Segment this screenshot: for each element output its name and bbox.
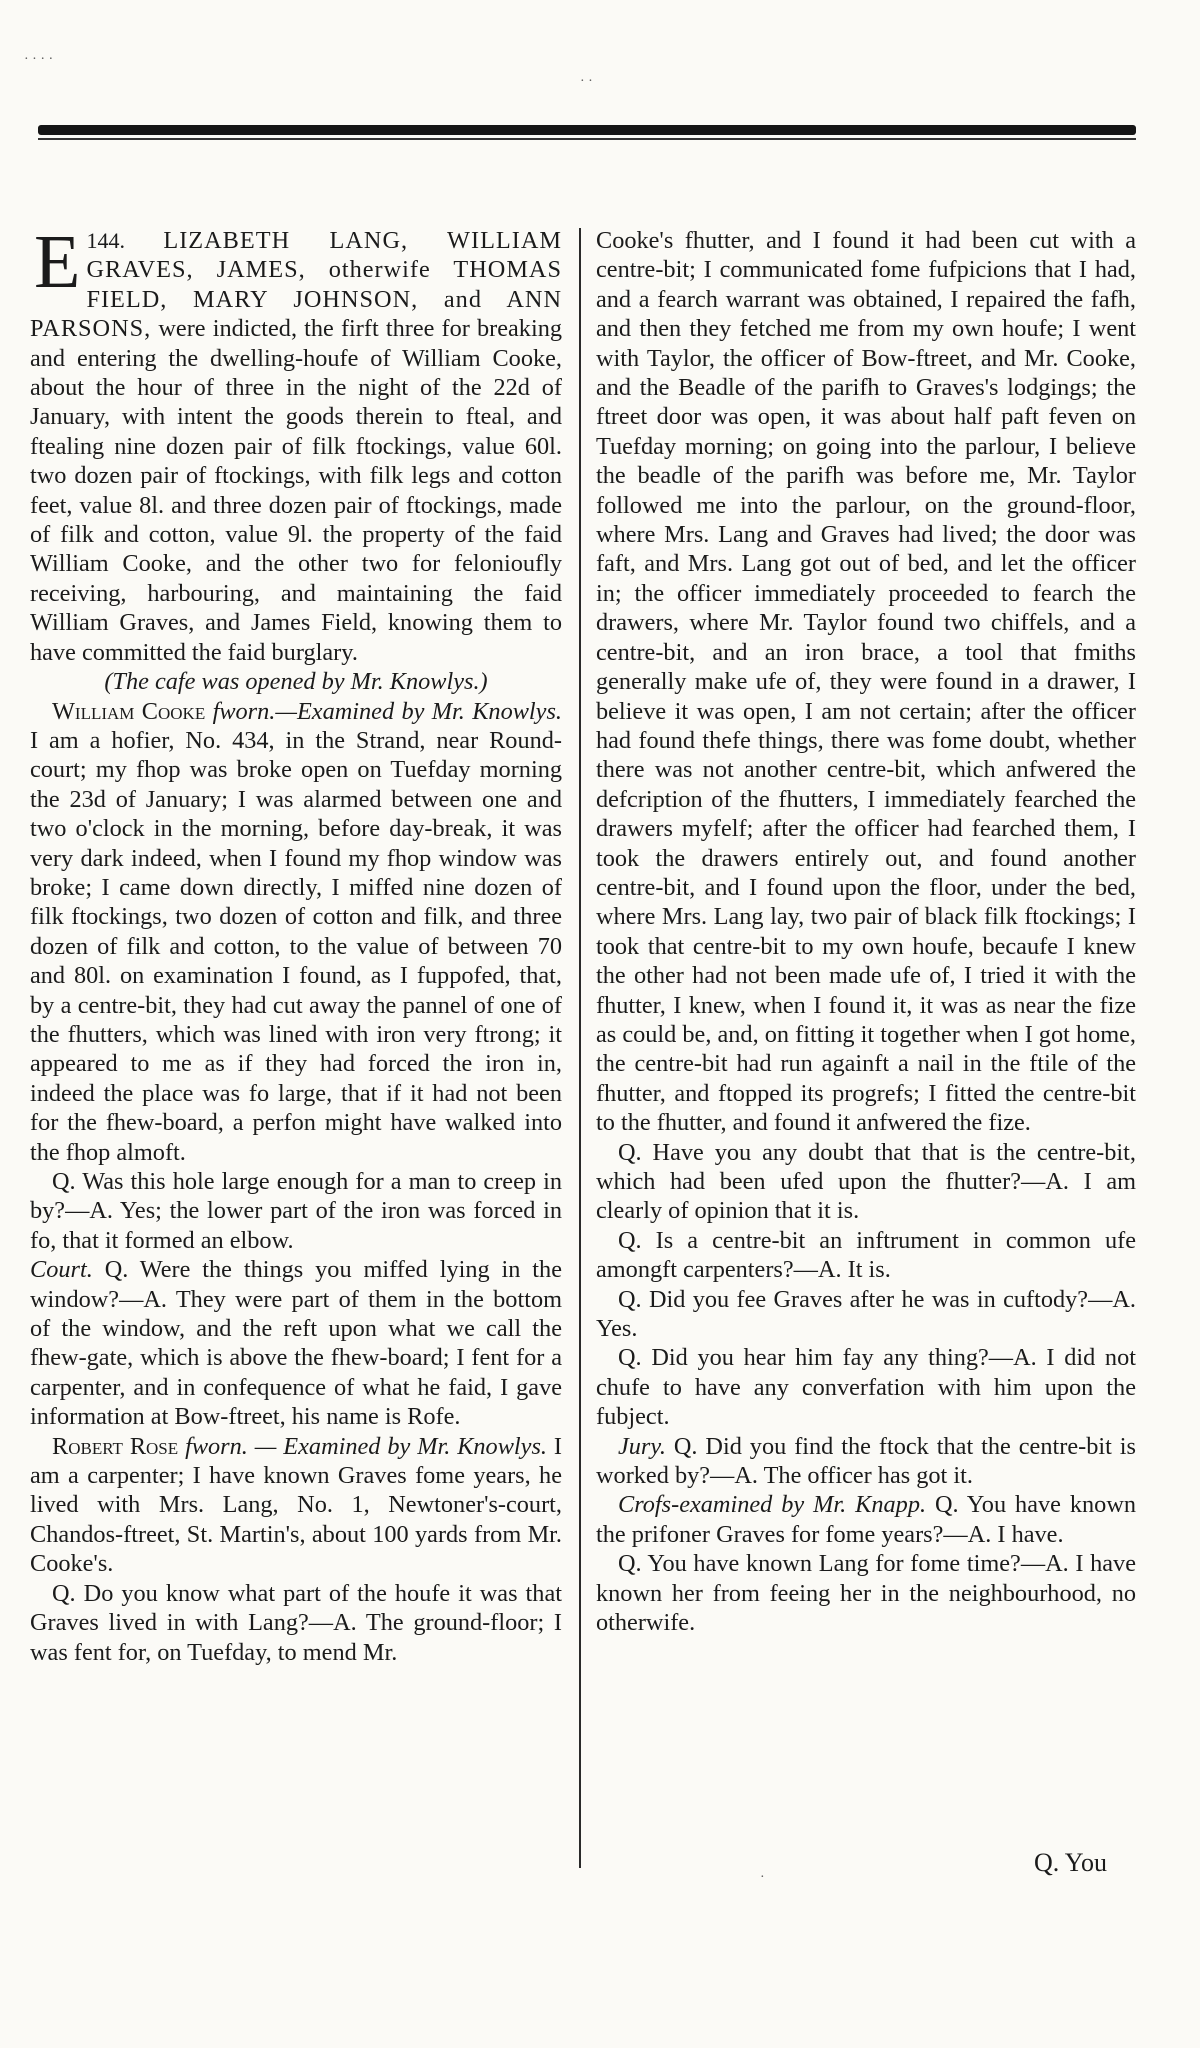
header-rule-thin (38, 138, 1136, 140)
left-column (30, 220, 563, 1667)
question-answer: Q. Did you find the ftock that the centre-bit is worked by?—A. The officer has got it. (596, 1432, 1136, 1490)
scan-speck: · · · · (24, 52, 54, 67)
court-question (30, 1255, 562, 1431)
question-answer: Q. Have you any doubt that that is the centre-bit, which had been ufed upon the fhutter?—A. I am clearly of opinion that it is. (596, 1138, 1136, 1225)
scan-speck: · (760, 1870, 765, 1885)
question-answer: Q. You have known the prifoner Graves for fome years?—A. I have. (596, 1491, 1137, 1548)
witness-name: William Cooke (52, 697, 206, 725)
question-answer: Q. Do you know what part of the houfe it was that Graves lived in with Lang?—A. The ground-floor; I was fent for, on Tuefday, to mend Mr. (30, 1579, 562, 1666)
right-column (596, 226, 1136, 1638)
testimony-text: I am a carpenter; I have known Graves fome years, he lived with Mrs. Lang, No. 1, Newtoner's-court, Chandos-ftreet, St. Martin's, about 100 yards from Mr. Cooke's. (30, 1432, 562, 1578)
sworn-note: fworn. — Examined by Mr. Knowlys. (185, 1432, 547, 1460)
drop-capital: E (34, 220, 81, 304)
question-answer: Q. Did you hear him fay any thing?—A. I did not chufe to have any converfation with him upon the fubject. (596, 1344, 1136, 1431)
catchword: Q. You (1034, 1848, 1107, 1877)
case-opened: (The cafe was opened by Mr. Knowlys.) (104, 668, 488, 696)
sworn-note: fworn.—Examined by Mr. Knowlys. (212, 697, 562, 725)
cross-label: Crofs-examined by Mr. Knapp. (618, 1491, 927, 1519)
court-label: Court. (30, 1256, 93, 1284)
question-answer: Q. Were the things you miffed lying in the window?—A. They were part of them in the bottom of the window, and the reft upon what we call the fhew-gate, which is above the fhew-board; I fent for a carpenter, and in confequence of what he faid, I gave information at Bow-ftreet, his name is Rofe. (30, 1256, 562, 1431)
testimony-text: I am a hofier, No. 434, in the Strand, near Round-court; my fhop was broke open on Tuefday morning the 23d of January; I was alarmed between one and two o'clock in the morning, before day-break, it was very dark indeed, when I found my fhop window was broke; I came down directly, I miffed nine dozen of filk ftockings, two dozen of cotton and filk, and three dozen of filk and cotton, to the value of between 70 and 80l. on examination I found, as I fuppofed, that, by a centre-bit, they had cut away the pannel of one of the fhutters, which was lined with iron very ftrong; it appeared to me as if they had forced the iron in, indeed the place was fo large, that if it had not been for the fhew-board, a perfon might have walked into the fhop almoft. (30, 726, 562, 1166)
trial-heading (30, 220, 563, 667)
testimony-continued: Cooke's fhutter, and I found it had been cut with a centre-bit; I communicated fome fufpicions that I had, and a fearch warrant was obtained, I repaired the fafh, and then they fetched me from my own houfe; I went with Taylor, the officer of Bow-ftreet, and Mr. Cooke, and the Beadle of the parifh to Graves's lodgings; the ftreet door was open, it was about half paft feven on Tuefday morning; on going into the parlour, I believe the beadle of the parifh was before me, Mr. Taylor followed me into the parlour, on the ground-floor, where Mrs. Lang and Graves had lived; the door was faft, and Mrs. Lang got out of bed, and let the officer in; the officer immediately proceeded to fearch the drawers, where Mr. Taylor found two chiffels, and a centre-bit, and an iron brace, a tool that fmiths generally make ufe of, they were found in a drawer, I believe it was open, I am not certain; after the officer had found thefe things, there was fome doubt, whether there was not another centre-bit, which anfwered the defcription of the fhutters, I immediately fearched the drawers myfelf; after the officer had fearched them, I took the drawers entirely out, and found another centre-bit, and I found upon the floor, under the bed, where Mrs. Lang lay, two pair of black filk ftockings; I took that centre-bit to my own houfe, becaufe I knew the other had not been made ufe of, I tried it with the fhutter, I knew, when I found it, it was as near the fize as could be, and, on fitting it together when I got home, the centre-bit had run againft a nail in the ftile of the fhutter, and ftopped its progrefs; I fitted the centre-bit to the fhutter, and found it anfwered the fize. (596, 227, 1136, 1137)
trial-number: 144. (86, 228, 125, 253)
column-divider (579, 228, 581, 1868)
jury-question (596, 1432, 1136, 1491)
witness-name: Robert Rose (52, 1432, 179, 1460)
defendants: LIZABETH LANG, WILLIAM GRAVES, JAMES, otherwife THOMAS FIELD, MARY JOHNSON, and ANN PARSONS, (30, 227, 563, 343)
jury-label: Jury. (618, 1432, 666, 1460)
question-answer: Q. Was this hole large enough for a man to creep in by?—A. Yes; the lower part of the iron was forced in fo, that it formed an elbow. (30, 1168, 562, 1254)
question-answer: Q. Did you fee Graves after he was in cuftody?—A. Yes. (596, 1285, 1136, 1343)
scan-speck: · · (580, 74, 593, 89)
indictment-text: were indicted, the firft three for breaking and entering the dwelling-houfe of William Cooke, about the hour of three in the night of the 22d of January, with intent the goods therein to fteal, and ftealing nine dozen pair of filk ftockings, value 60l. two dozen pair of ftockings, with filk legs and cotton feet, value 8l. and three dozen pair of ftockings, made of filk and cotton, value 9l. the property of the faid William Cooke, and the other two for felonioufly receiving, harbouring, and maintaining the faid William Graves, and James Field, knowing them to have committed the faid burglary. (30, 315, 562, 666)
rose-testimony (30, 1432, 562, 1579)
header-rule (38, 125, 1136, 135)
question-answer: Q. Is a centre-bit an inftrument in common ufe amongft carpenters?—A. It is. (596, 1226, 1136, 1284)
question-answer: Q. You have known Lang for fome time?—A. I have known her from feeing her in the neighbourhood, no otherwife. (596, 1550, 1136, 1637)
cross-examination (596, 1490, 1136, 1549)
cooke-testimony (30, 697, 562, 1168)
